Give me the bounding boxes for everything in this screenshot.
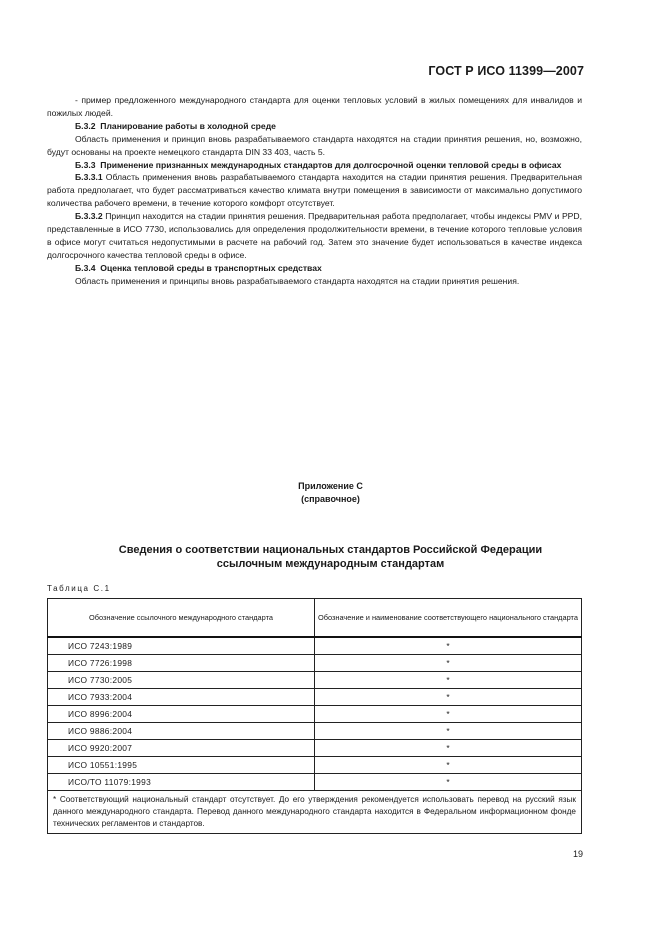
column-header: Обозначение ссылочного международного стандарта — [48, 599, 315, 638]
table-caption: Таблица С.1 — [47, 584, 111, 593]
paragraph: Б.3.3.1 Область применения вновь разрабатываемого стандарта находится на стадии принятия решения. Предварительная работа предполагает, что будет рассматриваться качество климата внутри помещения в зависимости от максимально допустимого количества рабочего времени, в течение которого комфорт отсутствует. — [47, 172, 583, 209]
page-number: 19 — [573, 849, 584, 859]
table-row: ИСО 7730:2005 * — [48, 672, 582, 689]
appendix-heading: Сведения о соответствии национальных стандартов Российской Федерации ссылочным международным стандартам — [118, 544, 543, 570]
body-text — [47, 94, 582, 288]
table-row: ИСО/ТО 11079:1993 * — [48, 774, 582, 791]
section-heading: Б.3.4 Оценка тепловой среды в транспортных средствах — [75, 262, 322, 273]
table-footnote-row — [48, 791, 582, 834]
table-row: ИСО 10551:1995 * — [48, 757, 582, 774]
section-heading: Б.3.3 Применение признанных международных стандартов для долгосрочной оценки тепловой среды в офисах — [75, 159, 562, 170]
paragraph: Область применения и принципы вновь разрабатываемого стандарта находятся на стадии принятия решения. — [75, 275, 520, 286]
paragraph: - пример предложенного международного стандарта для оценки тепловых условий в жилых помещениях для инвалидов и пожилых людей. — [47, 95, 582, 118]
table-row: ИСО 7243:1989 * — [48, 637, 582, 655]
table-row: ИСО 8996:2004 * — [48, 706, 582, 723]
table-row: ИСО 9920:2007 * — [48, 740, 582, 757]
correspondence-table — [47, 598, 582, 834]
paragraph: Область применения и принцип вновь разрабатываемого стандарта находятся на стадии принятия решения, но, возможно, будут основаны на проекте немецкого стандарта DIN 33 403, часть 5. — [47, 133, 582, 157]
paragraph: Б.3.3.2 Принцип находится на стадии принятия решения. Предварительная работа предполагает, чтобы индексы PMV и PPD, представленные в ИСО 7730, использовались для определения продолжительности времени, в течение которого тепловые условия в офисе могут считаться недопустимыми в расчете на рабочий год. Затем это значение будет использоваться в качестве индекса долгосрочного качества тепловой среды в офисе. — [47, 211, 582, 260]
table-header-row — [48, 599, 582, 638]
table-row: ИСО 9886:2004 * — [48, 723, 582, 740]
table-row: ИСО 7726:1998 * — [48, 655, 582, 672]
table-row: ИСО 7933:2004 * — [48, 689, 582, 706]
section-heading: Б.3.2 Планирование работы в холодной среде — [75, 120, 276, 131]
column-header: Обозначение и наименование соответствующего национального стандарта — [315, 599, 582, 638]
appendix-label: Приложение С (справочное) — [298, 481, 363, 504]
document-id-header: ГОСТ Р ИСО 11399—2007 — [428, 64, 584, 78]
table-footnote: * Соответствующий национальный стандарт отсутствует. До его утверждения рекомендуется использовать перевод на русский язык данного международного стандарта. Перевод данного международного стандарта находится в Федеральном информационном фонде технических регламентов и стандартов. — [48, 791, 582, 834]
